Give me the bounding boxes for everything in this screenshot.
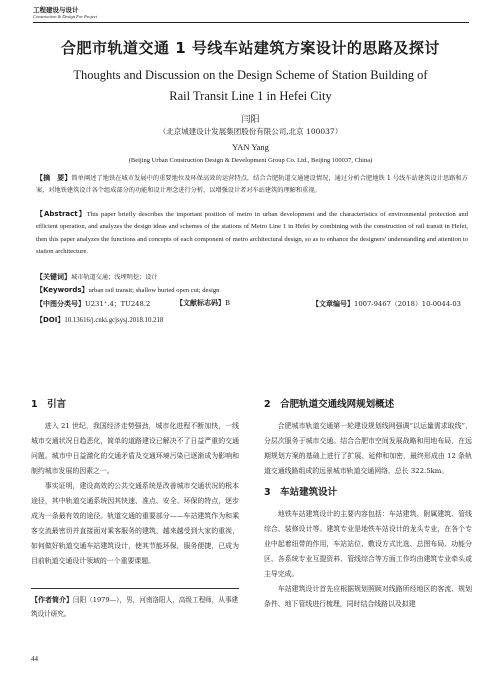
doi-value: 10.13616/j.cnki.gcjsysj.2018.10.218 (64, 317, 164, 324)
abstract-en-text: This paper briefly describes the important position of metro in urban development and the characteristics of environmental protection and efficient operation, and analyzes the design ideas and schemes of the stations of Metro Line 1 in Hefei by combining with the construction of rail transit in Hefei, then this paper analyzes the functions and concepts of each component of metro architectural design, so as to enhance the designers' understanding and attention to station architecture. (36, 211, 468, 256)
section-heading-design: 3 车站建筑设计 (264, 487, 338, 498)
keywords-cn-text: 城市轨道交通；浅埋明挖；设计 (71, 274, 158, 281)
clc-field (36, 298, 150, 309)
article-number-value: 1007-9467（2018）10-0044-03 (354, 300, 461, 308)
right-column (264, 398, 472, 612)
doi-label: 【DOI】 (36, 316, 65, 324)
page-number: 44 (31, 655, 38, 663)
abstract-cn-label: 【摘 要】 (36, 174, 72, 182)
journal-name: 工程建设与设计 (33, 6, 79, 14)
keywords-en-label: 【Keywords】 (36, 286, 89, 294)
footnote-label: 【作者简介】 (31, 596, 73, 604)
abstract-en-label: 【Abstract】 (36, 210, 87, 218)
section-heading-intro: 1 引言 (31, 399, 67, 410)
affiliation-cn: （北京城建设计发展集团股份有限公司,北京 100037） (158, 127, 343, 136)
doc-code-label: 【文献标志码】 (176, 299, 225, 307)
doc-code-field (176, 298, 230, 308)
keywords-en (36, 284, 468, 297)
intro-paragraph-2: 事实证明，建设高效的公共交通系统是改善城市交通状况的根本途径，其中轨道交通系统因其快速、准点、安全、环保的特点，逐步成为一条最有效的途径。轨道交通的重要部分——车站建筑作为和乘客交流最密切并直接面对乘客服务的建筑，越来越受到大家的重视，如何做好轨道交通车站建筑设计，使其节能环保，服务便捷，已成为目前轨道交通设计领域的一个重要课题。 (31, 482, 239, 565)
title-en-line-2: Rail Transit Line 1 in Hefei City (169, 89, 332, 103)
clc-label: 【中图分类号】 (36, 300, 85, 308)
doi-row (36, 315, 163, 325)
footnote-rule (31, 588, 239, 589)
author-en: YAN Yang (232, 142, 269, 152)
affiliation-en: (Beijing Urban Construction Design & Development Group Co. Ltd., Beijing 100037, China) (128, 157, 373, 164)
footnote-text: 闫阳（1979—），男，河南洛阳人，高级工程师，从事建筑设计研究。 (31, 596, 239, 618)
article-number-label: 【文章编号】 (312, 300, 354, 308)
left-column (31, 398, 239, 569)
abstract-en (36, 208, 468, 259)
journal-header (33, 6, 473, 20)
journal-name-en: Construction & Design For Project (33, 14, 98, 19)
author-cn: 闫阳 (241, 115, 260, 125)
design-paragraph-2: 车站建筑设计首先应根据规划照顾对线路所经地区的客流、规划条件、地下管线进行梳理，同时结合线路以及拟建 (264, 585, 472, 608)
header-rule (33, 22, 469, 23)
keywords-cn (36, 271, 468, 284)
keywords-cn-label: 【关键词】 (36, 273, 71, 281)
clc-value: U231⁺.4；TU248.2 (85, 300, 151, 308)
article-number-field (312, 298, 461, 309)
keywords-en-text: urban rail transit; shallow buried open cut; design (88, 287, 220, 294)
intro-paragraph-1: 进入 21 世纪，我国经济走势强劲，城市化进程不断加快，一线城市交通状况日趋恶化，简单的道路建设已解决不了日益严重的交通问题。城市中日益激化的交通矛盾及交通环境污染已逐渐成为影响和制约城市发展的因素之一。 (31, 422, 239, 475)
network-paragraph-1: 合肥城市轨道交通第一轮建设规划线网强调“以运量需求取线”，分层次服务于城市交通。结合合肥市空间发展战略和用地布局，在远期规划方案的基础上进行了扩展、延伸和加密，最终形成由 12 条轨道交通线路组成的远景城市轨道交通网络，总长 322.5km。 (264, 422, 472, 475)
doc-code-value: B (225, 299, 230, 307)
title-en-line-1: Thoughts and Discussion on the Design Scheme of Station Building of (73, 68, 428, 82)
section-heading-network: 2 合肥轨道交通线网规划概述 (264, 399, 395, 410)
design-paragraph-1: 地铁车站建筑设计的主要内容包括：车站建筑、附属建筑、管线综合、装修设计等。建筑专业是地铁车站设计的龙头专业，在各个专业中起着纽带的作用，车站站位、敷设方式比选、总图布局、功能分区、各系统专业互提资料、管线综合等方面工作均由建筑专业牵头或主导完成。 (264, 510, 472, 578)
author-footnote (31, 593, 239, 621)
abstract-cn-text: 简单阐述了地铁在城市发展中的重要地位及环保高效的运营特点，结合合肥轨道交通建设情况，通过分析合肥地铁 1 号线车站建筑设计思路和方案，对地铁建筑设计各个组成部分的功能和设计理念进行分析，以增强设计者对车站建筑的理解和重视。 (36, 175, 468, 195)
page-title: 合肥市轨道交通 1 号线车站建筑方案设计的思路及探讨 (61, 39, 440, 57)
abstract-cn (36, 172, 468, 198)
